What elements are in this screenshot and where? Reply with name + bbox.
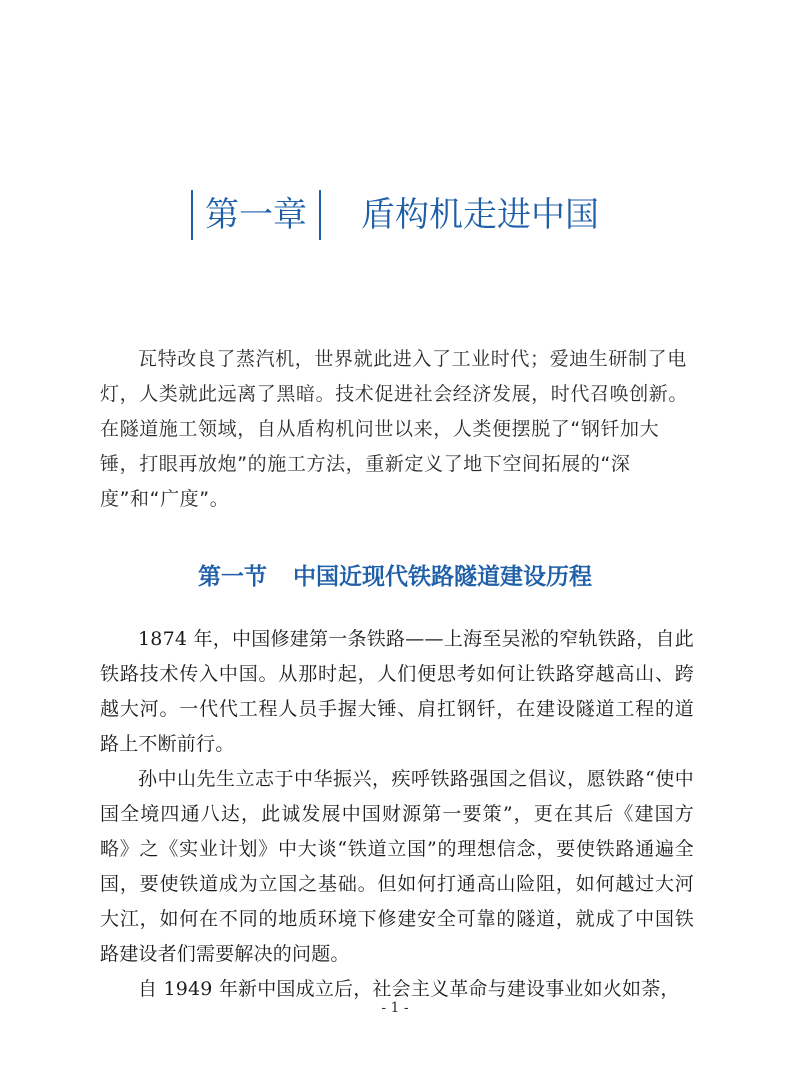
body-text (100, 622, 694, 1007)
paragraph: 孙中山先生立志于中华振兴，疾呼铁路强国之倡议，愿铁路“使中国全境四通八达，此诚发展中国财源第一要策”，更在其后《建国方略》之《实业计划》中大谈“铁道立国”的理想信念，要使铁路通遍全国，要使铁道成为立国之基础。但如何打通高山险阻，如何越过大河大江，如何在不同的地质环境下修建安全可靠的隧道，就成了中国铁路建设者们需要解决的问题。 (100, 768, 694, 965)
section-heading (0, 558, 790, 591)
chapter-label: 第一章 (191, 190, 321, 240)
page-number: - 1 - (381, 1000, 409, 1016)
chapter-heading (0, 190, 790, 240)
section-label: 第一节 (198, 564, 267, 590)
chapter-title: 盾构机走进中国 (361, 195, 599, 235)
section-title: 中国近现代铁路隧道建设历程 (293, 564, 592, 590)
chapter-intro: 瓦特改良了蒸汽机，世界就此进入了工业时代；爱迪生研制了电灯，人类就此远离了黑暗。技术促进社会经济发展，时代召唤创新。在隧道施工领域，自从盾构机问世以来，人类便摆脱了“钢钎加大锤，打眼再放炮”的施工方法，重新定义了地下空间拓展的“深度”和“广度”。 (100, 348, 689, 510)
paragraph: 1874 年，中国修建第一条铁路——上海至吴淞的窄轨铁路，自此铁路技术传入中国。从那时起，人们便思考如何让铁路穿越高山、跨越大河。一代代工程人员手握大锤、肩扛钢钎，在建设隧道工程的道路上不断前行。 (100, 628, 694, 755)
paragraph: 自 1949 年新中国成立后，社会主义革命与建设事业如火如荼， (138, 978, 680, 1000)
